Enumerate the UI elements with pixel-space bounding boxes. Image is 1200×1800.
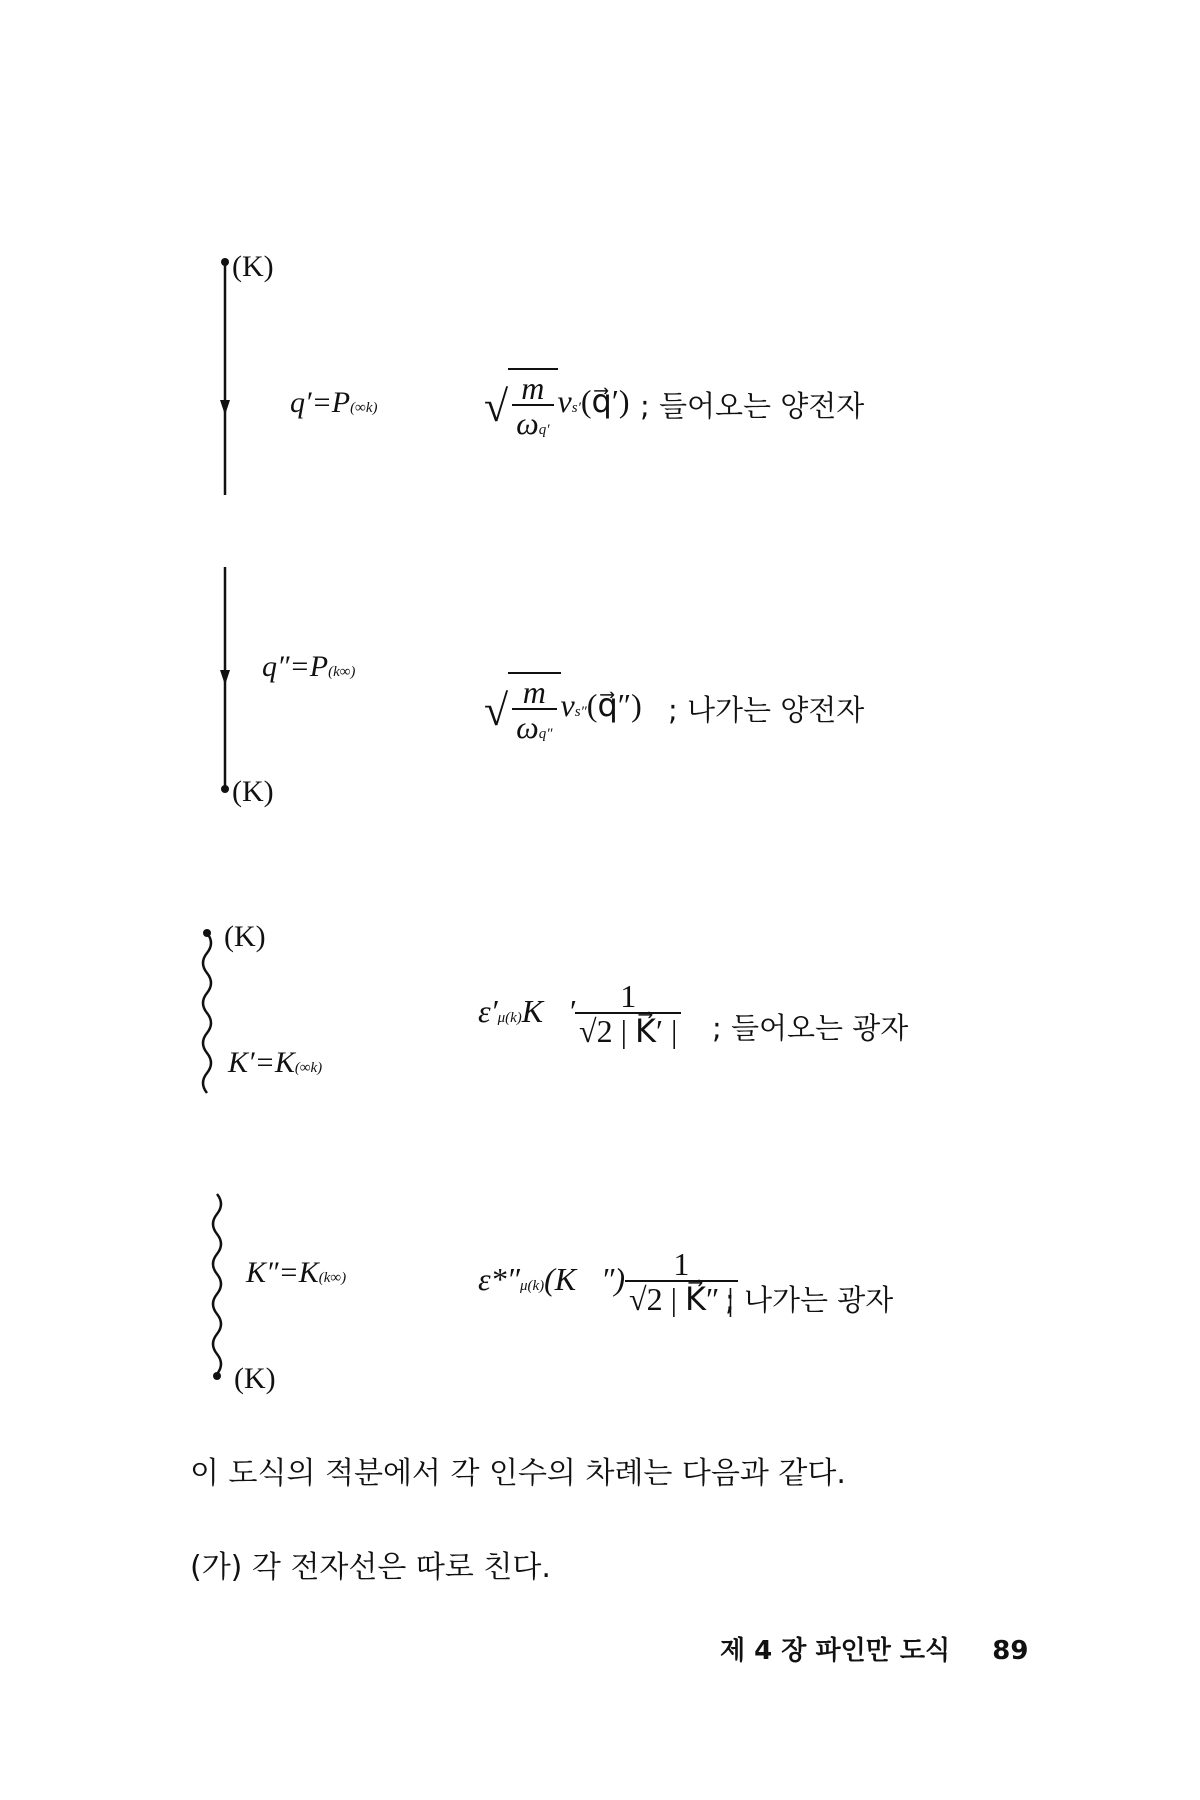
momentum-label: q″=P(k∞) — [262, 650, 356, 683]
arrow-down-icon — [220, 400, 230, 415]
paragraph: (가) 각 전자선은 따로 친다. — [190, 1550, 551, 1585]
description: ; 나가는 양전자 — [668, 693, 865, 727]
vertex-label: (K) — [234, 1362, 276, 1395]
fermion-line-1 — [205, 250, 235, 500]
photon-line-1 — [195, 925, 225, 1095]
vertex-label: (K) — [232, 250, 274, 283]
running-footer — [720, 1630, 1028, 1667]
wavy-line — [203, 933, 211, 1093]
page-number: 89 — [992, 1636, 1029, 1666]
propagator-formula: √ $\frac{m}{\omega q'}$ vs′(q⃗′) — [484, 370, 630, 441]
photon-line-2 — [205, 1190, 235, 1390]
vertex-dot — [213, 1372, 221, 1380]
propagator-formula: √ $\frac{m}{\omega q''}$ vs″(q⃗″) — [484, 674, 642, 745]
momentum-label: q′=P(∞k) — [290, 386, 378, 419]
momentum-label: K″=K(k∞) — [246, 1256, 347, 1289]
paragraph: 이 도식의 적분에서 각 인수의 차례는 다음과 같다. — [190, 1456, 846, 1491]
description: ; 나가는 광자 — [725, 1283, 894, 1317]
vertex-label: (K) — [224, 920, 266, 953]
arrow-down-icon — [220, 670, 230, 685]
description: ; 들어오는 양전자 — [640, 389, 865, 423]
propagator-formula: ε*″μ(k)(K⃗″) $\frac{1}{√2 | K⃗'' |}$ — [478, 1248, 738, 1317]
momentum-label: K′=K(∞k) — [228, 1046, 323, 1079]
propagator-formula: ε′μ(k)K⃗′ $\frac{1}{√2 | K⃗' |}$ — [478, 980, 681, 1049]
vertex-label: (K) — [232, 775, 274, 808]
description: ; 들어오는 광자 — [712, 1011, 909, 1045]
chapter-title: 제 4 장 파인만 도식 — [720, 1636, 951, 1666]
vertex-dot — [221, 785, 229, 793]
wavy-line — [213, 1194, 221, 1374]
fermion-line-2 — [205, 565, 235, 805]
